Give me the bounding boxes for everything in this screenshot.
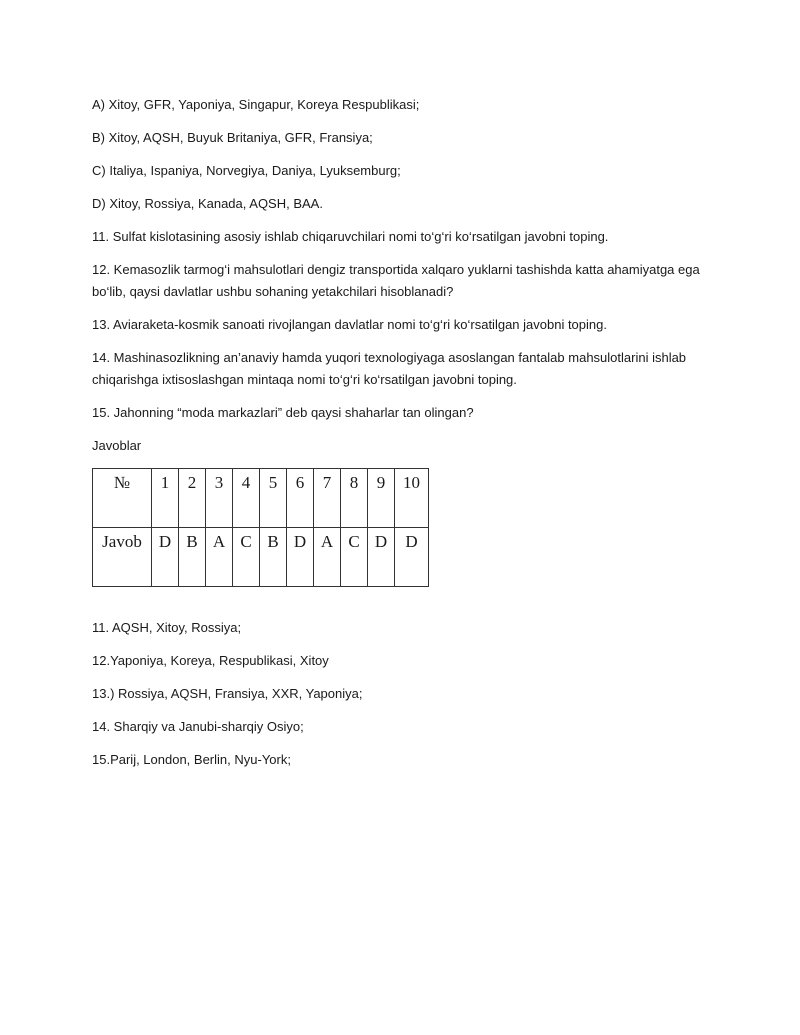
question-13: 13. Aviaraketa-kosmik sanoati rivojlangan davlatlar nomi to‘g‘ri ko‘rsatilgan javobni toping. xyxy=(92,317,607,332)
option-d: D) Xitoy, Rossiya, Kanada, AQSH, BAA. xyxy=(92,196,323,211)
document-page xyxy=(92,94,712,782)
table-cell-answer: C xyxy=(341,528,368,587)
table-cell-number: 3 xyxy=(206,469,233,528)
table-cell-number: 7 xyxy=(314,469,341,528)
table-cell-number: 1 xyxy=(152,469,179,528)
table-cell-number: 5 xyxy=(260,469,287,528)
table-cell-answer: C xyxy=(233,528,260,587)
answer-13: 13.) Rossiya, AQSH, Fransiya, XXR, Yaponiya; xyxy=(92,686,363,701)
question-14: 14. Mashinasozlikning an’anaviy hamda yuqori texnologiyaga asoslangan fantalab mahsulotlarini ishlab chiqarishga ixtisoslashgan mintaqa nomi to‘g‘ri ko‘rsatilgan javobni toping. xyxy=(92,350,687,387)
table-cell-number: 9 xyxy=(368,469,395,528)
table-cell-answer: B xyxy=(260,528,287,587)
table-cell-number: 10 xyxy=(395,469,429,528)
question-15: 15. Jahonning “moda markazlari” deb qaysi shaharlar tan olingan? xyxy=(92,405,474,420)
answers-heading: Javoblar xyxy=(92,438,142,453)
question-12: 12. Kemasozlik tarmog‘i mahsulotlari dengiz transportida xalqaro yuklarni tashishda katta ahamiyatga ega bo‘lib, qaysi davlatlar ushbu sohaning yetakchilari hisoblanadi? xyxy=(92,262,700,299)
table-cell-number: 6 xyxy=(287,469,314,528)
table-cell-number: 2 xyxy=(179,469,206,528)
table-row-answers xyxy=(93,528,429,587)
answer-11: 11. AQSH, Xitoy, Rossiya; xyxy=(92,620,242,635)
question-11: 11. Sulfat kislotasining asosiy ishlab chiqaruvchilari nomi to‘g‘ri ko‘rsatilgan javobni toping. xyxy=(92,229,609,244)
table-cell-answer-label: Javob xyxy=(93,528,152,587)
option-a: A) Xitoy, GFR, Yaponiya, Singapur, Koreya Respublikasi; xyxy=(92,97,420,112)
table-cell-number: 8 xyxy=(341,469,368,528)
table-cell-answer: D xyxy=(287,528,314,587)
option-c: C) Italiya, Ispaniya, Norvegiya, Daniya, Lyuksemburg; xyxy=(92,163,401,178)
answer-14: 14. Sharqiy va Janubi-sharqiy Osiyo; xyxy=(92,719,304,734)
table-cell-answer: A xyxy=(314,528,341,587)
answer-12: 12.Yaponiya, Koreya, Respublikasi, Xitoy xyxy=(92,653,329,668)
table-cell-answer: D xyxy=(152,528,179,587)
answer-table xyxy=(92,468,429,587)
table-cell-answer: D xyxy=(368,528,395,587)
table-cell-number: 4 xyxy=(233,469,260,528)
table-cell-answer: D xyxy=(395,528,429,587)
table-row-numbers xyxy=(93,469,429,528)
table-cell-answer: A xyxy=(206,528,233,587)
table-cell-answer: B xyxy=(179,528,206,587)
option-b: B) Xitoy, AQSH, Buyuk Britaniya, GFR, Fransiya; xyxy=(92,130,373,145)
table-cell-number-label: № xyxy=(93,469,152,528)
answer-15: 15.Parij, London, Berlin, Nyu-York; xyxy=(92,752,291,767)
